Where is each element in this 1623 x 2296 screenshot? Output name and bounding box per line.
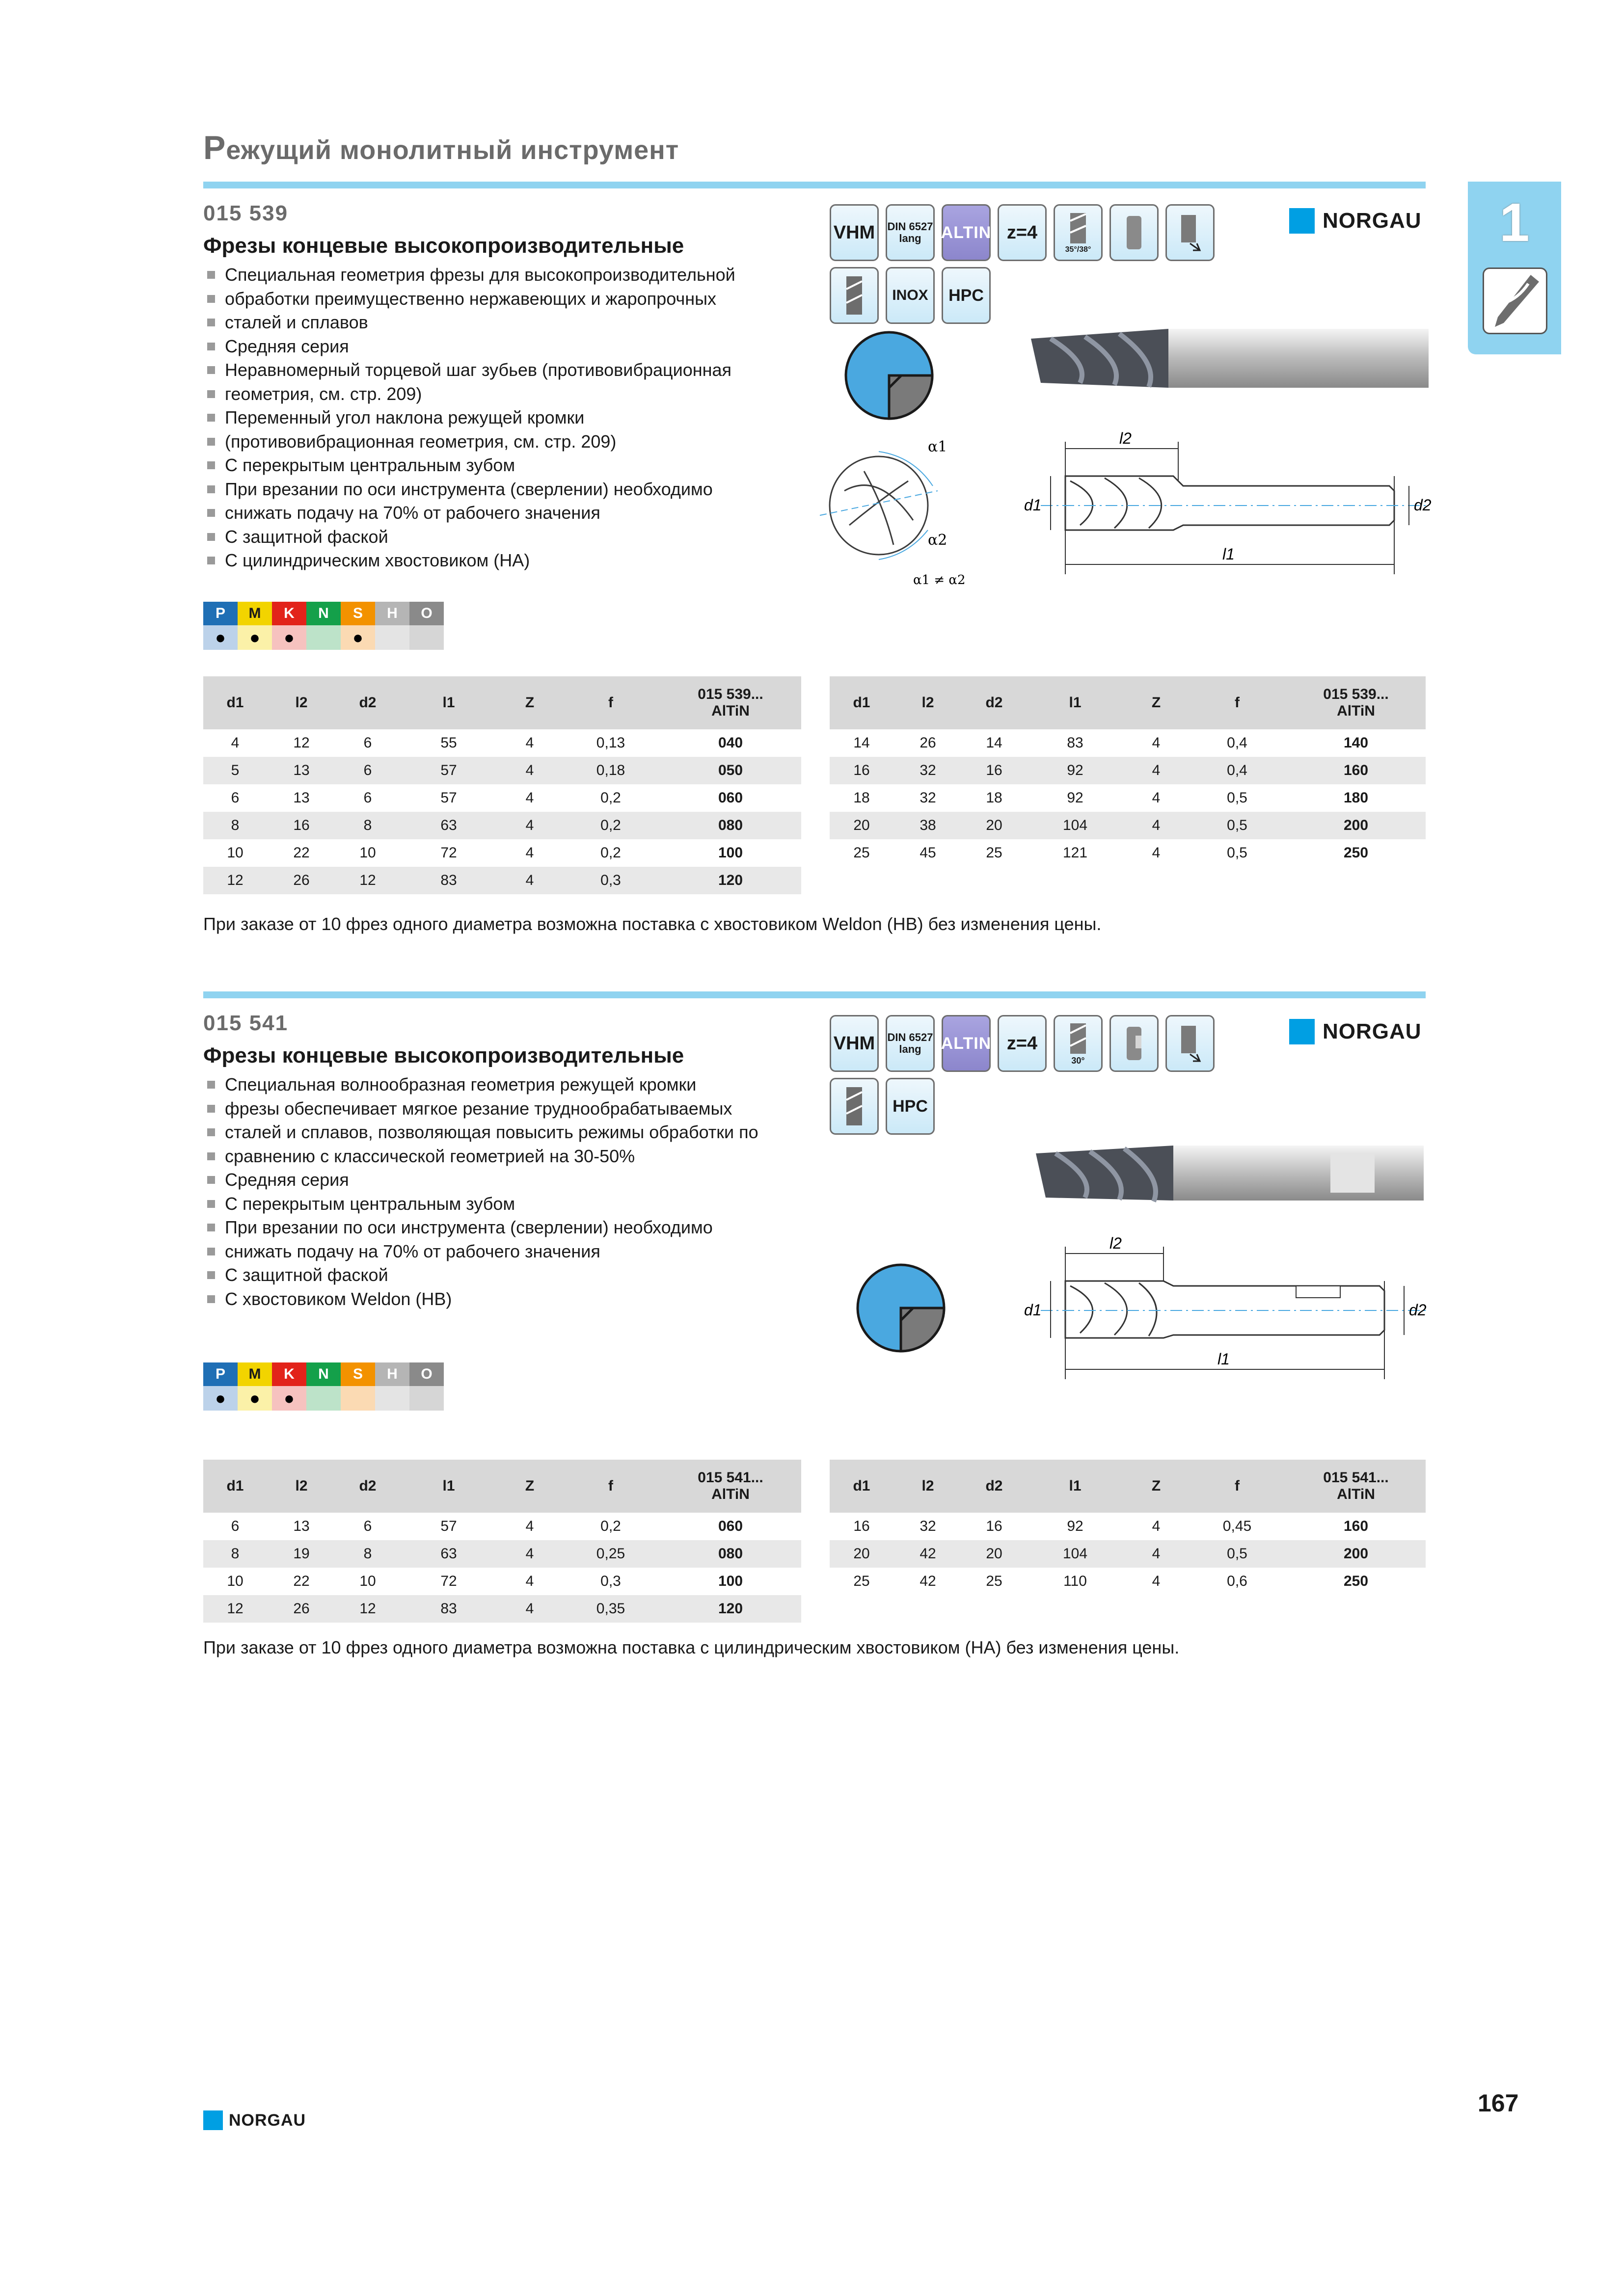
table-cell: 0,5: [1227, 845, 1247, 861]
table-cell: 32: [920, 790, 936, 806]
table-cell: 55: [440, 735, 457, 751]
table-cell: 45: [920, 845, 936, 861]
material-label: H: [375, 602, 409, 625]
article-cell: 060: [718, 790, 743, 806]
table-cell: 16: [962, 757, 1026, 784]
table-cell: 10: [227, 1573, 243, 1589]
col-header: Z: [498, 676, 562, 729]
table-cell: 121: [1062, 845, 1088, 861]
section2-rule: [203, 991, 1426, 998]
table-cell: 0,25: [562, 1540, 660, 1568]
material-dot: [375, 1386, 409, 1411]
table-cell: 12: [203, 867, 267, 894]
table-row: [830, 1540, 1426, 1568]
d1-label: d1: [1024, 496, 1042, 514]
section2-table-left: [203, 1460, 801, 1623]
l1-label: l1: [1222, 545, 1235, 563]
table-row: [203, 1540, 801, 1568]
section1-subtitle: Фрезы концевые высокопроизводительные: [203, 234, 684, 258]
drill-icon: [1483, 267, 1547, 334]
table-cell: 4: [1124, 812, 1188, 839]
table-cell: 10: [359, 845, 376, 861]
l1-label: l1: [1217, 1350, 1230, 1368]
article-cell: 050: [660, 757, 801, 784]
table-cell: 32: [920, 1518, 936, 1534]
table-cell: 4: [498, 757, 562, 784]
table-row: [203, 812, 801, 839]
table-row: [203, 1595, 801, 1623]
article-cell: 100: [718, 845, 743, 861]
feature-item: Переменный угол наклона режущей кромки: [203, 406, 735, 430]
material-label: P: [203, 602, 238, 625]
teeth-count-icon: z=4: [998, 204, 1047, 261]
col-header-article: 015 541... AlTiN: [660, 1460, 801, 1513]
material-label: S: [341, 602, 375, 625]
table-cell: 4: [1152, 845, 1161, 861]
table-cell: 25: [986, 1573, 1002, 1589]
chamfer-profile-icon: [854, 1261, 947, 1355]
table-cell: 12: [336, 1595, 400, 1623]
material-label: P: [203, 1362, 238, 1386]
table-cell: 0,6: [1227, 1573, 1247, 1589]
col-header-article: 015 539... AlTiN: [1286, 676, 1426, 729]
material-dot: ●: [272, 625, 306, 650]
table-cell: 0,13: [596, 735, 625, 751]
feature-item: При врезании по оси инструмента (сверлении) необходимо: [203, 478, 735, 502]
table-cell: 0,5: [1188, 812, 1286, 839]
section2-product-photo: [1026, 1134, 1429, 1212]
section2-table-right: [830, 1460, 1426, 1595]
table-row: [830, 812, 1426, 839]
table-row: [830, 1513, 1426, 1540]
material-dot: ●: [238, 1386, 272, 1411]
feature-item: сталей и сплавов: [203, 311, 735, 335]
col-header: d1: [830, 1460, 893, 1513]
table-cell: 20: [962, 812, 1026, 839]
table-cell: 0,45: [1222, 1518, 1252, 1534]
table-cell: 0,3: [562, 867, 660, 894]
col-header: f: [1188, 1460, 1286, 1513]
table-cell: 42: [920, 1573, 936, 1589]
table-cell: 13: [293, 1518, 310, 1534]
section2-icons: [830, 1015, 1232, 1135]
table-cell: 4: [525, 845, 534, 861]
col-header-article: 015 539... AlTiN: [660, 676, 801, 729]
col-header: d2: [962, 676, 1026, 729]
l2-label: l2: [1109, 1234, 1122, 1252]
table-cell: 4: [525, 735, 534, 751]
material-label: M: [238, 602, 272, 625]
feature-item: геометрия, см. стр. 209): [203, 382, 735, 406]
col-header: d1: [830, 676, 893, 729]
material-dot: ●: [238, 625, 272, 650]
col-header: d1: [203, 676, 267, 729]
table-row: [203, 1513, 801, 1540]
col-header: d2: [962, 1460, 1026, 1513]
inox-icon: INOX: [886, 267, 935, 324]
material-label: H: [375, 1362, 409, 1386]
table-cell: 0,3: [600, 1573, 621, 1589]
section2-subtitle: Фрезы концевые высокопроизводительные: [203, 1043, 684, 1068]
feature-item: сталей и сплавов, позволяющая повысить режимы обработки по: [203, 1121, 758, 1145]
col-header: l2: [893, 1460, 962, 1513]
article-cell: 080: [660, 812, 801, 839]
table-cell: 104: [1026, 1540, 1124, 1568]
hpc-icon: HPC: [942, 267, 991, 324]
table-cell: 92: [1067, 1518, 1083, 1534]
table-row: [203, 1568, 801, 1595]
section2-code: 015 541: [203, 1011, 289, 1035]
col-header: Z: [1124, 1460, 1188, 1513]
table-cell: 0,18: [562, 757, 660, 784]
article-cell: 160: [1286, 757, 1426, 784]
table-row: [203, 867, 801, 894]
material-dot: [341, 1386, 375, 1411]
feature-item: фрезы обеспечивает мягкое резание труднообрабатываемых: [203, 1097, 758, 1121]
material-dot: ●: [203, 1386, 238, 1411]
material-dot: [306, 1386, 341, 1411]
col-header: l2: [267, 676, 336, 729]
col-header: l1: [400, 1460, 498, 1513]
col-header: d2: [336, 676, 400, 729]
table-cell: 4: [498, 1595, 562, 1623]
table-cell: 4: [1152, 735, 1161, 751]
feature-item: С защитной фаской: [203, 1263, 758, 1287]
table-cell: 4: [1124, 757, 1188, 784]
col-header: f: [562, 676, 660, 729]
table-cell: 110: [1063, 1573, 1087, 1589]
material-label: O: [409, 602, 444, 625]
col-header: l1: [1026, 1460, 1124, 1513]
table-cell: 19: [267, 1540, 336, 1568]
table-row: [830, 1568, 1426, 1595]
table-cell: 6: [231, 790, 240, 806]
table-row: [203, 757, 801, 784]
article-cell: 160: [1343, 1518, 1369, 1534]
article-cell: 120: [660, 1595, 801, 1623]
feature-item: (противовибрационная геометрия, см. стр. 209): [203, 430, 735, 454]
brand-logo-section1: NORGAU: [1289, 208, 1422, 234]
col-header: f: [562, 1460, 660, 1513]
col-header: l1: [400, 676, 498, 729]
table-cell: 22: [293, 845, 310, 861]
protective-chamfer-icon: [1165, 1015, 1215, 1072]
table-cell: 4: [525, 1573, 534, 1589]
table-cell: 72: [440, 845, 457, 861]
d1-label: d1: [1024, 1301, 1042, 1319]
d2-label: d2: [1414, 496, 1432, 514]
section1-note: При заказе от 10 фрез одного диаметра возможна поставка с хвостовиком Weldon (НВ) без изменения цены.: [203, 914, 1102, 934]
chapter-tab: [1468, 182, 1561, 354]
table-cell: 16: [830, 757, 893, 784]
table-cell: 26: [267, 867, 336, 894]
table-cell: 8: [336, 1540, 400, 1568]
table-cell: 25: [986, 845, 1002, 861]
table-cell: 4: [1152, 1518, 1161, 1534]
table-cell: 18: [986, 790, 1002, 806]
table-cell: 0,4: [1227, 735, 1247, 751]
material-dot: ●: [272, 1386, 306, 1411]
section1-table-right: [830, 676, 1426, 867]
alpha-relation-label: α1 ≠ α2: [913, 573, 966, 587]
feature-item: снижать подачу на 70% от рабочего значения: [203, 1240, 758, 1264]
table-cell: 13: [267, 757, 336, 784]
center-cutting-icon: [830, 267, 879, 324]
material-dot: [409, 625, 444, 650]
feature-item: С перекрытым центральным зубом: [203, 1192, 758, 1216]
feature-item: Неравномерный торцевой шаг зубьев (противовибрационная: [203, 358, 735, 382]
feature-item: С хвостовиком Weldon (НВ): [203, 1287, 758, 1311]
l2-label: l2: [1119, 429, 1132, 447]
table-cell: 104: [1026, 812, 1124, 839]
col-header: l1: [1026, 676, 1124, 729]
table-cell: 0,2: [562, 812, 660, 839]
table-cell: 0,35: [562, 1595, 660, 1623]
table-cell: 4: [498, 812, 562, 839]
article-cell: 100: [718, 1573, 743, 1589]
article-cell: 060: [718, 1518, 743, 1534]
page-number: 167: [1478, 2089, 1519, 2117]
table-cell: 18: [853, 790, 870, 806]
table-cell: 25: [853, 845, 870, 861]
vhm-icon: VHM: [830, 204, 879, 261]
material-label: M: [238, 1362, 272, 1386]
table-cell: 63: [400, 1540, 498, 1568]
table-cell: 14: [853, 735, 870, 751]
table-cell: 10: [227, 845, 243, 861]
col-header: l2: [267, 1460, 336, 1513]
section1-code: 015 539: [203, 201, 289, 225]
article-cell: 200: [1286, 812, 1426, 839]
table-cell: 22: [293, 1573, 310, 1589]
table-cell: 20: [962, 1540, 1026, 1568]
helix-angle-icon: 30°: [1054, 1015, 1103, 1072]
table-cell: 6: [363, 1518, 372, 1534]
table-cell: 8: [203, 812, 267, 839]
page-title: Режущий монолитный инструмент: [203, 129, 679, 166]
table-cell: 10: [359, 1573, 376, 1589]
teeth-count-icon: z=4: [998, 1015, 1047, 1072]
feature-item: При врезании по оси инструмента (сверлении) необходимо: [203, 1216, 758, 1240]
table-row: [203, 729, 801, 757]
article-cell: 080: [660, 1540, 801, 1568]
table-cell: 0,5: [1227, 790, 1247, 806]
table-row: [203, 839, 801, 867]
helix-angle-icon: 35°/38°: [1054, 204, 1103, 261]
section1-table-left: [203, 676, 801, 894]
table-cell: 57: [440, 1518, 457, 1534]
table-cell: 57: [400, 757, 498, 784]
brand-logo-section2: NORGAU: [1289, 1019, 1422, 1044]
table-cell: 92: [1026, 757, 1124, 784]
section2-materials: [203, 1362, 444, 1411]
col-header: f: [1188, 676, 1286, 729]
material-dot: [375, 625, 409, 650]
chamfer-profile-icon: [842, 329, 936, 422]
din-icon: DIN 6527 lang: [886, 1015, 935, 1072]
table-cell: 83: [400, 1595, 498, 1623]
feature-item: Специальная волнообразная геометрия режущей кромки: [203, 1073, 758, 1097]
table-cell: 4: [525, 790, 534, 806]
table-cell: 20: [830, 1540, 893, 1568]
table-row: [830, 757, 1426, 784]
table-cell: 12: [336, 867, 400, 894]
alpha2-label: α2: [928, 532, 947, 549]
material-label: N: [306, 1362, 341, 1386]
table-cell: 4: [231, 735, 240, 751]
cylindrical-shank-icon: [1109, 204, 1159, 261]
table-cell: 92: [1067, 790, 1083, 806]
table-cell: 63: [400, 812, 498, 839]
chapter-number: 1: [1499, 192, 1530, 253]
article-cell: 200: [1286, 1540, 1426, 1568]
material-dot: ●: [341, 625, 375, 650]
article-cell: 180: [1343, 790, 1369, 806]
table-cell: 0,4: [1188, 757, 1286, 784]
table-cell: 16: [986, 1518, 1002, 1534]
feature-item: С защитной фаской: [203, 525, 735, 549]
hpc-icon: HPC: [886, 1078, 935, 1135]
table-cell: 8: [203, 1540, 267, 1568]
table-row: [203, 784, 801, 812]
table-cell: 83: [400, 867, 498, 894]
col-header: l2: [893, 676, 962, 729]
article-cell: 140: [1343, 735, 1369, 751]
table-cell: 72: [440, 1573, 457, 1589]
col-header-article: 015 541... AlTiN: [1286, 1460, 1426, 1513]
table-cell: 5: [203, 757, 267, 784]
feature-item: С перекрытым центральным зубом: [203, 454, 735, 478]
col-header: Z: [498, 1460, 562, 1513]
table-cell: 4: [498, 867, 562, 894]
din-icon: DIN 6527 lang: [886, 204, 935, 261]
feature-item: Специальная геометрия фрезы для высокопроизводительной: [203, 263, 735, 287]
section1-front-view: [810, 432, 987, 594]
section2-side-view: [1021, 1232, 1438, 1384]
table-row: [830, 784, 1426, 812]
material-dot: [306, 625, 341, 650]
table-cell: 12: [203, 1595, 267, 1623]
table-cell: 0,2: [600, 790, 621, 806]
feature-item: сравнению с классической геометрией на 30-50%: [203, 1145, 758, 1169]
table-cell: 83: [1067, 735, 1083, 751]
table-row: [830, 839, 1426, 867]
material-dot: [409, 1386, 444, 1411]
table-cell: 38: [893, 812, 962, 839]
section1-side-view: [1021, 427, 1438, 579]
material-label: O: [409, 1362, 444, 1386]
article-cell: 120: [660, 867, 801, 894]
table-cell: 6: [231, 1518, 240, 1534]
table-cell: 42: [893, 1540, 962, 1568]
feature-item: снижать подачу на 70% от рабочего значения: [203, 501, 735, 525]
section2-features: [203, 1073, 758, 1311]
center-cutting-icon: [830, 1078, 879, 1135]
col-header: d2: [336, 1460, 400, 1513]
table-cell: 8: [336, 812, 400, 839]
feature-item: Средняя серия: [203, 1168, 758, 1192]
article-cell: 040: [718, 735, 743, 751]
feature-item: обработки преимущественно нержавеющих и жаропрочных: [203, 287, 735, 311]
section1-icons: [830, 204, 1232, 324]
table-cell: 4: [498, 1540, 562, 1568]
material-label: K: [272, 1362, 306, 1386]
table-cell: 57: [440, 790, 457, 806]
table-cell: 0,2: [600, 845, 621, 861]
material-dot: ●: [203, 625, 238, 650]
article-cell: 250: [1343, 845, 1369, 861]
table-cell: 4: [525, 1518, 534, 1534]
section1-rule: [203, 182, 1426, 188]
table-cell: 14: [986, 735, 1002, 751]
alpha1-label: α1: [928, 438, 947, 455]
feature-item: Средняя серия: [203, 335, 735, 359]
table-cell: 32: [893, 757, 962, 784]
table-cell: 4: [1152, 1573, 1161, 1589]
table-cell: 6: [363, 790, 372, 806]
weldon-shank-icon: [1109, 1015, 1159, 1072]
material-label: K: [272, 602, 306, 625]
article-cell: 250: [1343, 1573, 1369, 1589]
table-cell: 20: [830, 812, 893, 839]
altin-coating-icon: ALTIN: [942, 204, 991, 261]
feature-item: С цилиндрическим хвостовиком (НА): [203, 549, 735, 573]
table-cell: 26: [267, 1595, 336, 1623]
col-header: Z: [1124, 676, 1188, 729]
section2-note: При заказе от 10 фрез одного диаметра возможна поставка с цилиндрическим хвостовиком (НА) без изменения цены.: [203, 1637, 1180, 1657]
table-cell: 0,2: [600, 1518, 621, 1534]
col-header: d1: [203, 1460, 267, 1513]
section1-features: [203, 263, 735, 573]
protective-chamfer-icon: [1165, 204, 1215, 261]
table-cell: 12: [293, 735, 310, 751]
footer-brand-logo: NORGAU: [203, 2110, 306, 2130]
table-cell: 6: [336, 757, 400, 784]
table-cell: 16: [853, 1518, 870, 1534]
material-label: S: [341, 1362, 375, 1386]
altin-coating-icon: ALTIN: [942, 1015, 991, 1072]
table-cell: 16: [267, 812, 336, 839]
table-cell: 26: [920, 735, 936, 751]
table-cell: 13: [293, 790, 310, 806]
d2-label: d2: [1409, 1301, 1427, 1319]
table-cell: 4: [1152, 790, 1161, 806]
table-cell: 0,5: [1188, 1540, 1286, 1568]
table-row: [830, 729, 1426, 757]
material-label: N: [306, 602, 341, 625]
vhm-icon: VHM: [830, 1015, 879, 1072]
table-cell: 4: [1124, 1540, 1188, 1568]
section1-materials: [203, 602, 444, 650]
table-cell: 6: [363, 735, 372, 751]
section1-product-photo: [1021, 319, 1434, 398]
table-cell: 25: [853, 1573, 870, 1589]
